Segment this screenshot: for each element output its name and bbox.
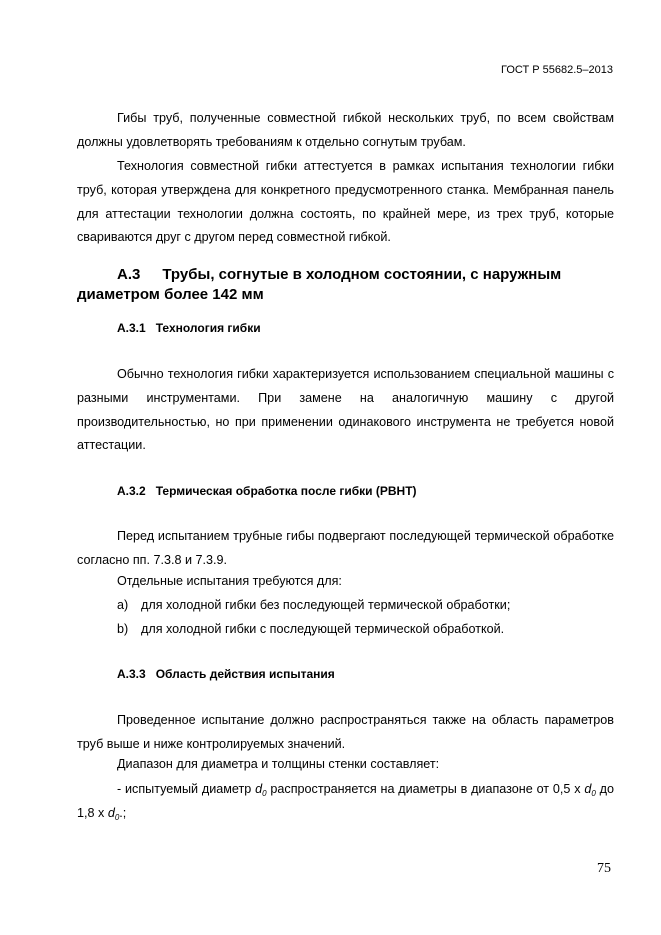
- var-d: [584, 782, 595, 796]
- list-marker: a): [117, 598, 129, 612]
- var-d: [255, 782, 266, 796]
- subsection-number: А.3.1: [117, 321, 146, 335]
- list-item: [117, 622, 504, 636]
- list-item-text: для холодной гибки с последующей термической обработкой.: [141, 622, 505, 636]
- a31-paragraph-text: Обычно технология гибки характеризуется использованием специальной машины с разными инструментами. При замене на аналогичную машину с другой производительностью, но при применении одинакового инструмента не требуется новой аттестации.: [77, 367, 614, 453]
- var-letter: d: [584, 782, 592, 796]
- a33-diameter-item: [77, 778, 614, 826]
- item-prefix: - испытуемый диаметр: [117, 782, 256, 796]
- list-item: [117, 598, 510, 612]
- a32-paragraph: [77, 525, 614, 573]
- var-letter: d: [107, 805, 115, 820]
- subsection-number: А.3.2: [117, 484, 146, 498]
- section-heading-a3: [77, 265, 614, 305]
- subsection-number: А.3.3: [117, 667, 146, 681]
- var-letter: d: [255, 782, 263, 796]
- subsection-heading-a33: [117, 667, 335, 681]
- var-d: [108, 806, 119, 820]
- list-item-text: для холодной гибки без последующей термической обработки;: [141, 598, 511, 612]
- intro-paragraph-2-text: Технология совместной гибки аттестуется в рамках испытания технологии гибки труб, которая утверждена для конкретного предусмотренного станка. Мембранная панель для аттестации технологии должна состоять, по крайней мере, из трех труб, которые свариваются друг с другом перед совместной гибкой.: [77, 159, 614, 245]
- a33-lead: Диапазон для диаметра и толщины стенки составляет:: [117, 757, 440, 771]
- subsection-title: Технология гибки: [155, 321, 261, 335]
- a33-paragraph-text: Проведенное испытание должно распространяться также на область параметров труб выше и ниже контролируемых значений.: [77, 713, 614, 751]
- list-marker: b): [117, 622, 129, 636]
- a32-paragraph-text: Перед испытанием трубные гибы подвергают последующей термической обработке согласно пп. 7.3.8 и 7.3.9.: [77, 529, 614, 567]
- item-end: .;: [119, 805, 127, 820]
- item-mid2: до 1,8 х: [77, 782, 614, 820]
- intro-paragraph-2: [77, 155, 614, 250]
- var-subscript: 0: [114, 812, 120, 822]
- a33-paragraph: [77, 709, 614, 757]
- section-title: Трубы, согнутые в холодном состоянии, с наружным диаметром более 142 мм: [77, 266, 562, 303]
- subsection-heading-a32: [117, 484, 417, 498]
- section-number: А.3: [117, 266, 141, 283]
- var-subscript: 0: [591, 789, 596, 798]
- document-code: ГОСТ Р 55682.5–2013: [501, 64, 613, 76]
- page-number: 75: [597, 861, 611, 876]
- subsection-heading-a31: [117, 321, 261, 335]
- intro-paragraph-1: [77, 107, 614, 155]
- a32-lead: Отдельные испытания требуются для:: [117, 574, 342, 588]
- intro-paragraph-1-text: Гибы труб, полученные совместной гибкой нескольких труб, по всем свойствам должны удовлетворять требованиям к отдельно согнутым трубам.: [77, 111, 614, 149]
- item-mid: распространяется на диаметры в диапазоне от 0,5 х: [266, 782, 585, 796]
- var-subscript: 0: [262, 789, 267, 798]
- a31-paragraph: [77, 363, 614, 458]
- subsection-title: Область действия испытания: [155, 667, 335, 681]
- subsection-title: Термическая обработка после гибки (PBHT): [155, 484, 417, 498]
